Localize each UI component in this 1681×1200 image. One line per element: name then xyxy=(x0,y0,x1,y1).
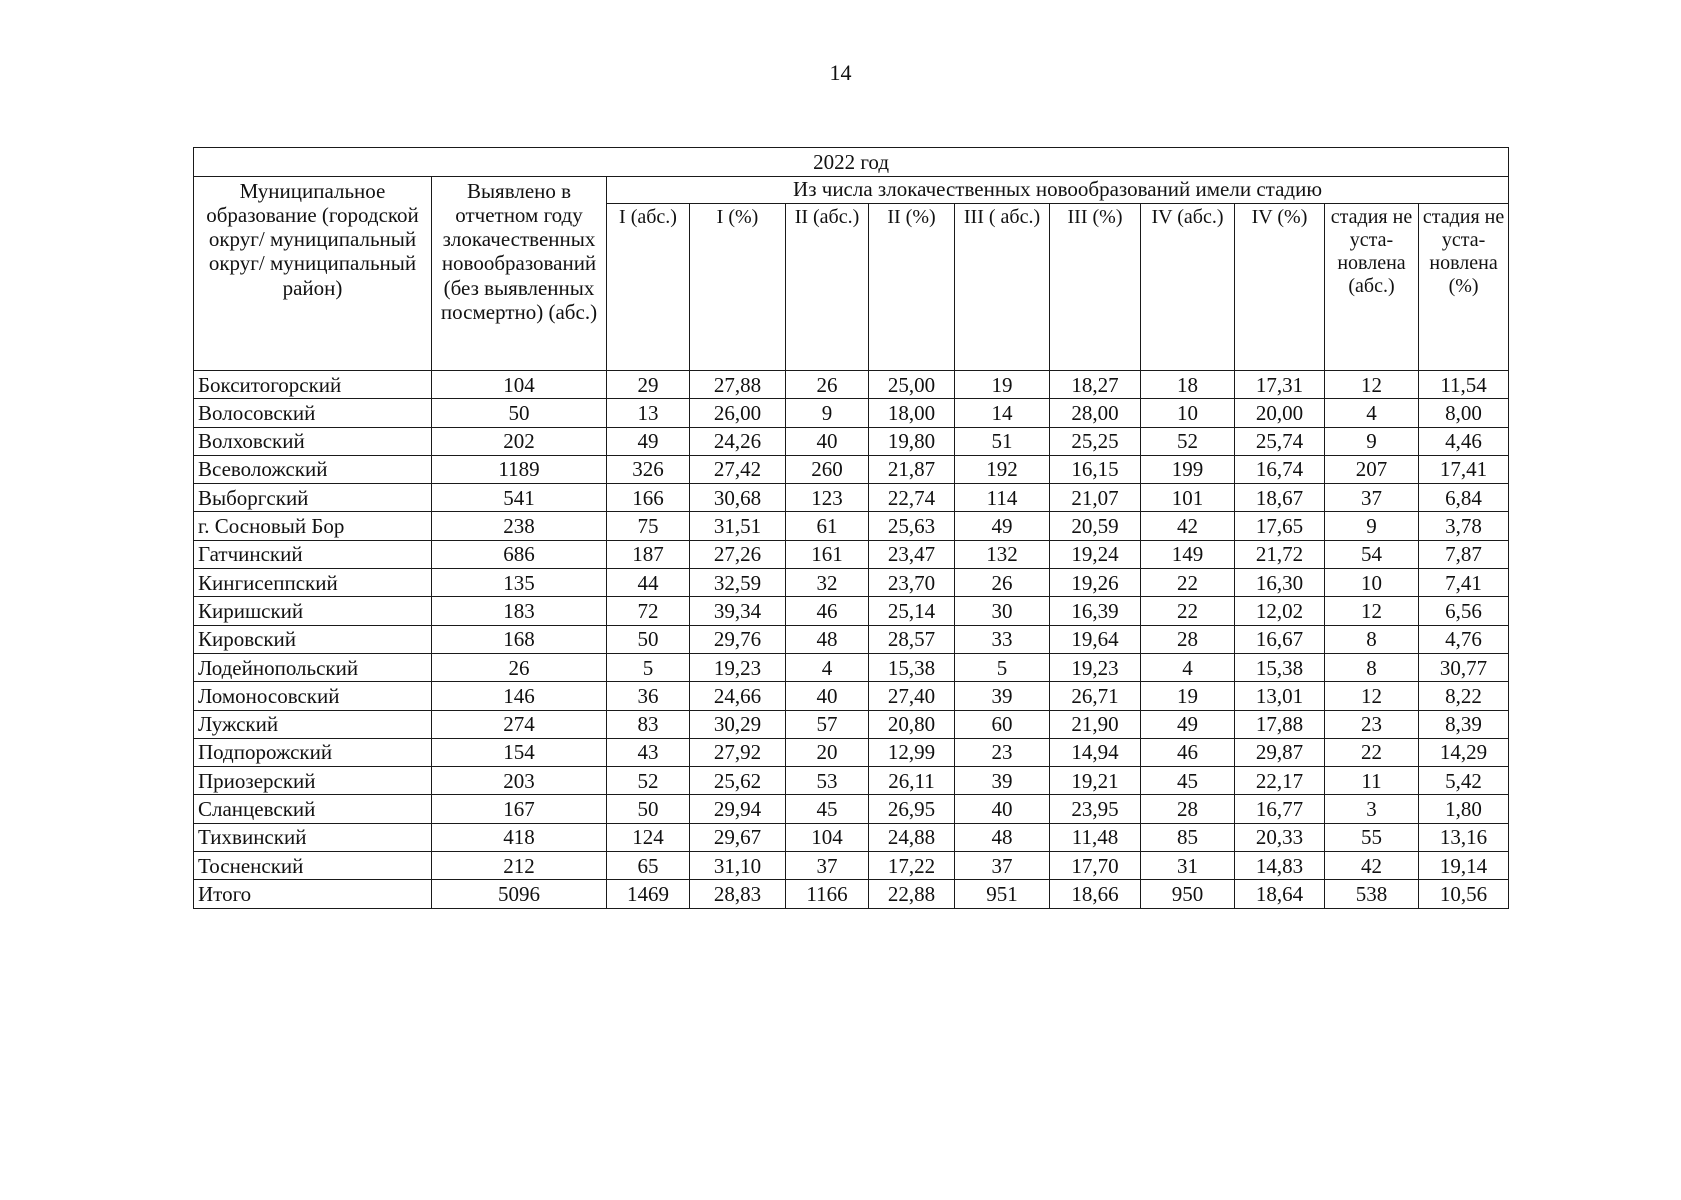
value-cell: 18,66 xyxy=(1050,880,1141,908)
value-cell: 49 xyxy=(607,427,690,455)
value-cell: 42 xyxy=(1141,512,1235,540)
value-cell: 19,21 xyxy=(1050,767,1141,795)
value-cell: 26,95 xyxy=(869,795,955,823)
table-row xyxy=(194,455,1509,483)
value-cell: 17,41 xyxy=(1419,455,1509,483)
value-cell: 12 xyxy=(1325,682,1419,710)
value-cell: 167 xyxy=(432,795,607,823)
stage-column-header: стадия не уста-новлена (%) xyxy=(1419,204,1509,371)
value-cell: 29 xyxy=(607,371,690,399)
value-cell: 18,27 xyxy=(1050,371,1141,399)
value-cell: 19,24 xyxy=(1050,540,1141,568)
value-cell: 14 xyxy=(955,399,1050,427)
municipality-cell: Кингисеппский xyxy=(194,569,432,597)
value-cell: 19,64 xyxy=(1050,625,1141,653)
value-cell: 13,01 xyxy=(1235,682,1325,710)
value-cell: 212 xyxy=(432,852,607,880)
value-cell: 11 xyxy=(1325,767,1419,795)
value-cell: 23 xyxy=(955,738,1050,766)
municipality-cell: Гатчинский xyxy=(194,540,432,568)
value-cell: 31,10 xyxy=(690,852,786,880)
value-cell: 29,94 xyxy=(690,795,786,823)
value-cell: 50 xyxy=(432,399,607,427)
statistics-table-container xyxy=(193,147,1508,909)
table-row xyxy=(194,371,1509,399)
value-cell: 39 xyxy=(955,682,1050,710)
value-cell: 48 xyxy=(786,625,869,653)
value-cell: 30,29 xyxy=(690,710,786,738)
value-cell: 260 xyxy=(786,455,869,483)
value-cell: 55 xyxy=(1325,823,1419,851)
value-cell: 23 xyxy=(1325,710,1419,738)
stage-column-header: II (%) xyxy=(869,204,955,371)
value-cell: 54 xyxy=(1325,540,1419,568)
stage-column-header: I (%) xyxy=(690,204,786,371)
value-cell: 22,17 xyxy=(1235,767,1325,795)
value-cell: 12,02 xyxy=(1235,597,1325,625)
value-cell: 168 xyxy=(432,625,607,653)
value-cell: 26,11 xyxy=(869,767,955,795)
value-cell: 16,39 xyxy=(1050,597,1141,625)
municipality-cell: Итого xyxy=(194,880,432,908)
municipality-cell: Волосовский xyxy=(194,399,432,427)
value-cell: 12 xyxy=(1325,371,1419,399)
value-cell: 149 xyxy=(1141,540,1235,568)
value-cell: 951 xyxy=(955,880,1050,908)
value-cell: 23,95 xyxy=(1050,795,1141,823)
value-cell: 37 xyxy=(1325,484,1419,512)
value-cell: 29,67 xyxy=(690,823,786,851)
value-cell: 46 xyxy=(1141,738,1235,766)
value-cell: 538 xyxy=(1325,880,1419,908)
value-cell: 14,83 xyxy=(1235,852,1325,880)
municipality-cell: Кировский xyxy=(194,625,432,653)
value-cell: 53 xyxy=(786,767,869,795)
value-cell: 19 xyxy=(955,371,1050,399)
value-cell: 135 xyxy=(432,569,607,597)
value-cell: 57 xyxy=(786,710,869,738)
value-cell: 45 xyxy=(1141,767,1235,795)
value-cell: 32 xyxy=(786,569,869,597)
table-row xyxy=(194,427,1509,455)
value-cell: 192 xyxy=(955,455,1050,483)
value-cell: 10 xyxy=(1325,569,1419,597)
municipality-cell: Бокситогорский xyxy=(194,371,432,399)
table-row xyxy=(194,653,1509,681)
value-cell: 8 xyxy=(1325,625,1419,653)
value-cell: 20,33 xyxy=(1235,823,1325,851)
value-cell: 686 xyxy=(432,540,607,568)
value-cell: 1469 xyxy=(607,880,690,908)
page-number: 14 xyxy=(829,60,852,85)
stage-column-header: III (%) xyxy=(1050,204,1141,371)
value-cell: 13 xyxy=(607,399,690,427)
year-header: 2022 год xyxy=(194,148,1509,177)
value-cell: 23,47 xyxy=(869,540,955,568)
value-cell: 18 xyxy=(1141,371,1235,399)
value-cell: 114 xyxy=(955,484,1050,512)
value-cell: 14,94 xyxy=(1050,738,1141,766)
value-cell: 9 xyxy=(1325,512,1419,540)
value-cell: 19,26 xyxy=(1050,569,1141,597)
detected-column-header: Выявлено в отчетном году злокачественных новообразований (без выявленных посмертно) (абс.) xyxy=(432,177,607,371)
value-cell: 20 xyxy=(786,738,869,766)
value-cell: 21,90 xyxy=(1050,710,1141,738)
value-cell: 5,42 xyxy=(1419,767,1509,795)
value-cell: 5 xyxy=(607,653,690,681)
table-row xyxy=(194,738,1509,766)
value-cell: 132 xyxy=(955,540,1050,568)
stage-column-header: IV (%) xyxy=(1235,204,1325,371)
value-cell: 36 xyxy=(607,682,690,710)
stage-column-header: IV (абс.) xyxy=(1141,204,1235,371)
value-cell: 199 xyxy=(1141,455,1235,483)
value-cell: 17,65 xyxy=(1235,512,1325,540)
value-cell: 51 xyxy=(955,427,1050,455)
value-cell: 17,88 xyxy=(1235,710,1325,738)
value-cell: 183 xyxy=(432,597,607,625)
value-cell: 16,77 xyxy=(1235,795,1325,823)
value-cell: 23,70 xyxy=(869,569,955,597)
value-cell: 22 xyxy=(1325,738,1419,766)
municipality-cell: Тихвинский xyxy=(194,823,432,851)
stage-column-header: II (абс.) xyxy=(786,204,869,371)
municipality-cell: Ломоносовский xyxy=(194,682,432,710)
value-cell: 16,15 xyxy=(1050,455,1141,483)
table-row xyxy=(194,682,1509,710)
value-cell: 274 xyxy=(432,710,607,738)
value-cell: 19,23 xyxy=(1050,653,1141,681)
value-cell: 10,56 xyxy=(1419,880,1509,908)
value-cell: 42 xyxy=(1325,852,1419,880)
municipality-cell: Подпорожский xyxy=(194,738,432,766)
value-cell: 3 xyxy=(1325,795,1419,823)
value-cell: 52 xyxy=(1141,427,1235,455)
value-cell: 25,14 xyxy=(869,597,955,625)
value-cell: 17,70 xyxy=(1050,852,1141,880)
value-cell: 5096 xyxy=(432,880,607,908)
table-row xyxy=(194,625,1509,653)
value-cell: 28,57 xyxy=(869,625,955,653)
value-cell: 49 xyxy=(1141,710,1235,738)
value-cell: 18,64 xyxy=(1235,880,1325,908)
table-row xyxy=(194,597,1509,625)
value-cell: 14,29 xyxy=(1419,738,1509,766)
value-cell: 19,14 xyxy=(1419,852,1509,880)
value-cell: 17,22 xyxy=(869,852,955,880)
value-cell: 154 xyxy=(432,738,607,766)
value-cell: 26,71 xyxy=(1050,682,1141,710)
value-cell: 418 xyxy=(432,823,607,851)
value-cell: 187 xyxy=(607,540,690,568)
municipality-cell: Тосненский xyxy=(194,852,432,880)
value-cell: 27,88 xyxy=(690,371,786,399)
value-cell: 166 xyxy=(607,484,690,512)
value-cell: 9 xyxy=(786,399,869,427)
value-cell: 8,00 xyxy=(1419,399,1509,427)
value-cell: 7,41 xyxy=(1419,569,1509,597)
municipality-cell: Приозерский xyxy=(194,767,432,795)
value-cell: 207 xyxy=(1325,455,1419,483)
value-cell: 26 xyxy=(955,569,1050,597)
value-cell: 950 xyxy=(1141,880,1235,908)
value-cell: 24,26 xyxy=(690,427,786,455)
municipality-cell: Всеволожский xyxy=(194,455,432,483)
value-cell: 85 xyxy=(1141,823,1235,851)
value-cell: 25,62 xyxy=(690,767,786,795)
value-cell: 40 xyxy=(786,427,869,455)
value-cell: 52 xyxy=(607,767,690,795)
value-cell: 31,51 xyxy=(690,512,786,540)
value-cell: 60 xyxy=(955,710,1050,738)
value-cell: 1189 xyxy=(432,455,607,483)
value-cell: 27,26 xyxy=(690,540,786,568)
value-cell: 13,16 xyxy=(1419,823,1509,851)
value-cell: 4 xyxy=(786,653,869,681)
table-row xyxy=(194,823,1509,851)
value-cell: 61 xyxy=(786,512,869,540)
value-cell: 29,76 xyxy=(690,625,786,653)
value-cell: 104 xyxy=(432,371,607,399)
municipality-cell: Лодейнопольский xyxy=(194,653,432,681)
stage-group-header: Из числа злокачественных новообразований имели стадию xyxy=(607,177,1509,204)
table-row xyxy=(194,569,1509,597)
value-cell: 29,87 xyxy=(1235,738,1325,766)
value-cell: 22,88 xyxy=(869,880,955,908)
value-cell: 4 xyxy=(1325,399,1419,427)
value-cell: 37 xyxy=(786,852,869,880)
value-cell: 39 xyxy=(955,767,1050,795)
value-cell: 19 xyxy=(1141,682,1235,710)
value-cell: 11,54 xyxy=(1419,371,1509,399)
table-row xyxy=(194,795,1509,823)
table-row xyxy=(194,484,1509,512)
value-cell: 45 xyxy=(786,795,869,823)
value-cell: 16,67 xyxy=(1235,625,1325,653)
value-cell: 8,39 xyxy=(1419,710,1509,738)
value-cell: 22,74 xyxy=(869,484,955,512)
value-cell: 7,87 xyxy=(1419,540,1509,568)
value-cell: 104 xyxy=(786,823,869,851)
value-cell: 72 xyxy=(607,597,690,625)
value-cell: 49 xyxy=(955,512,1050,540)
value-cell: 16,30 xyxy=(1235,569,1325,597)
value-cell: 10 xyxy=(1141,399,1235,427)
value-cell: 18,67 xyxy=(1235,484,1325,512)
table-row xyxy=(194,710,1509,738)
value-cell: 15,38 xyxy=(1235,653,1325,681)
municipality-cell: Лужский xyxy=(194,710,432,738)
value-cell: 22 xyxy=(1141,569,1235,597)
value-cell: 15,38 xyxy=(869,653,955,681)
value-cell: 123 xyxy=(786,484,869,512)
value-cell: 75 xyxy=(607,512,690,540)
value-cell: 4,76 xyxy=(1419,625,1509,653)
value-cell: 16,74 xyxy=(1235,455,1325,483)
value-cell: 18,00 xyxy=(869,399,955,427)
value-cell: 19,80 xyxy=(869,427,955,455)
value-cell: 25,00 xyxy=(869,371,955,399)
value-cell: 46 xyxy=(786,597,869,625)
value-cell: 26 xyxy=(786,371,869,399)
value-cell: 31 xyxy=(1141,852,1235,880)
value-cell: 541 xyxy=(432,484,607,512)
value-cell: 161 xyxy=(786,540,869,568)
cancer-stage-table xyxy=(193,147,1509,909)
value-cell: 26 xyxy=(432,653,607,681)
municipality-cell: Киришский xyxy=(194,597,432,625)
value-cell: 50 xyxy=(607,795,690,823)
stage-column-header: I (абс.) xyxy=(607,204,690,371)
value-cell: 30,68 xyxy=(690,484,786,512)
table-row xyxy=(194,852,1509,880)
value-cell: 39,34 xyxy=(690,597,786,625)
value-cell: 101 xyxy=(1141,484,1235,512)
value-cell: 1166 xyxy=(786,880,869,908)
table-row xyxy=(194,540,1509,568)
value-cell: 202 xyxy=(432,427,607,455)
table-row xyxy=(194,767,1509,795)
value-cell: 28 xyxy=(1141,625,1235,653)
value-cell: 21,72 xyxy=(1235,540,1325,568)
value-cell: 20,00 xyxy=(1235,399,1325,427)
value-cell: 40 xyxy=(786,682,869,710)
value-cell: 24,88 xyxy=(869,823,955,851)
value-cell: 44 xyxy=(607,569,690,597)
value-cell: 11,48 xyxy=(1050,823,1141,851)
value-cell: 203 xyxy=(432,767,607,795)
value-cell: 33 xyxy=(955,625,1050,653)
municipality-cell: Волховский xyxy=(194,427,432,455)
value-cell: 21,87 xyxy=(869,455,955,483)
value-cell: 30 xyxy=(955,597,1050,625)
value-cell: 22 xyxy=(1141,597,1235,625)
value-cell: 30,77 xyxy=(1419,653,1509,681)
municipality-cell: Сланцевский xyxy=(194,795,432,823)
value-cell: 12,99 xyxy=(869,738,955,766)
value-cell: 21,07 xyxy=(1050,484,1141,512)
value-cell: 28,83 xyxy=(690,880,786,908)
value-cell: 124 xyxy=(607,823,690,851)
value-cell: 238 xyxy=(432,512,607,540)
value-cell: 27,40 xyxy=(869,682,955,710)
value-cell: 19,23 xyxy=(690,653,786,681)
value-cell: 326 xyxy=(607,455,690,483)
value-cell: 8,22 xyxy=(1419,682,1509,710)
value-cell: 27,92 xyxy=(690,738,786,766)
value-cell: 6,84 xyxy=(1419,484,1509,512)
municipality-cell: г. Сосновый Бор xyxy=(194,512,432,540)
value-cell: 25,63 xyxy=(869,512,955,540)
value-cell: 25,74 xyxy=(1235,427,1325,455)
municipality-cell: Выборгский xyxy=(194,484,432,512)
value-cell: 27,42 xyxy=(690,455,786,483)
value-cell: 37 xyxy=(955,852,1050,880)
value-cell: 3,78 xyxy=(1419,512,1509,540)
value-cell: 65 xyxy=(607,852,690,880)
stage-column-header: стадия не уста-новлена (абс.) xyxy=(1325,204,1419,371)
value-cell: 5 xyxy=(955,653,1050,681)
value-cell: 48 xyxy=(955,823,1050,851)
value-cell: 24,66 xyxy=(690,682,786,710)
value-cell: 32,59 xyxy=(690,569,786,597)
value-cell: 26,00 xyxy=(690,399,786,427)
value-cell: 1,80 xyxy=(1419,795,1509,823)
value-cell: 28,00 xyxy=(1050,399,1141,427)
value-cell: 6,56 xyxy=(1419,597,1509,625)
value-cell: 8 xyxy=(1325,653,1419,681)
total-row xyxy=(194,880,1509,908)
value-cell: 4 xyxy=(1141,653,1235,681)
value-cell: 146 xyxy=(432,682,607,710)
table-row xyxy=(194,399,1509,427)
value-cell: 17,31 xyxy=(1235,371,1325,399)
value-cell: 20,59 xyxy=(1050,512,1141,540)
table-row xyxy=(194,512,1509,540)
value-cell: 25,25 xyxy=(1050,427,1141,455)
value-cell: 43 xyxy=(607,738,690,766)
value-cell: 83 xyxy=(607,710,690,738)
value-cell: 28 xyxy=(1141,795,1235,823)
stage-column-header: III ( абс.) xyxy=(955,204,1050,371)
value-cell: 50 xyxy=(607,625,690,653)
value-cell: 12 xyxy=(1325,597,1419,625)
value-cell: 4,46 xyxy=(1419,427,1509,455)
value-cell: 20,80 xyxy=(869,710,955,738)
value-cell: 40 xyxy=(955,795,1050,823)
municipality-column-header: Муниципальное образование (городской округ/ муниципальный округ/ муниципальный район) xyxy=(194,177,432,371)
value-cell: 9 xyxy=(1325,427,1419,455)
